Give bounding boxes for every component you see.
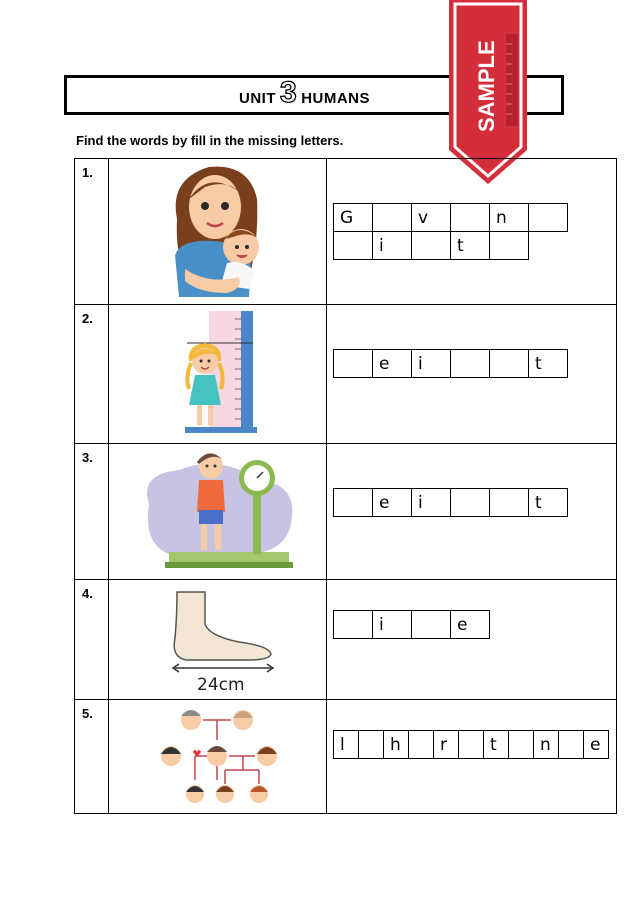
boy-on-weighing-scale-image (109, 444, 328, 580)
letter-box[interactable]: n (533, 730, 559, 759)
family-tree-image (109, 700, 328, 815)
letter-box[interactable] (558, 730, 584, 759)
letter-box[interactable]: e (372, 349, 412, 378)
worksheet-row-4 (74, 579, 617, 699)
letter-box[interactable] (358, 730, 384, 759)
worksheet-row-2 (74, 304, 617, 443)
letter-box[interactable]: t (528, 349, 568, 378)
letter-box[interactable] (408, 730, 434, 759)
letter-box[interactable]: t (483, 730, 509, 759)
sample-watermark-text: SAMPLE (474, 40, 499, 132)
letter-box[interactable]: e (450, 610, 490, 639)
letter-box[interactable] (333, 610, 373, 639)
letter-box[interactable]: l (333, 730, 359, 759)
unit-title (239, 76, 371, 109)
row-number: 1. (82, 165, 93, 180)
letter-box[interactable]: n (489, 203, 529, 232)
row-number: 4. (82, 586, 93, 601)
word-1-letter-grid (333, 203, 578, 259)
letter-box[interactable] (508, 730, 534, 759)
letter-box[interactable] (450, 203, 490, 232)
letter-box[interactable]: e (583, 730, 609, 759)
letter-box[interactable]: i (372, 231, 412, 260)
letter-box[interactable] (450, 349, 490, 378)
letter-box[interactable] (333, 231, 373, 260)
foot-length-label: 24cm (197, 675, 245, 695)
letter-box[interactable] (411, 610, 451, 639)
unit-number: 3 (280, 76, 298, 109)
letter-box[interactable]: e (372, 488, 412, 517)
word-5-letter-grid (333, 730, 608, 758)
letter-box[interactable]: i (411, 488, 451, 517)
letter-box[interactable]: G (333, 203, 373, 232)
worksheet-row-3 (74, 443, 617, 579)
letter-box[interactable] (458, 730, 484, 759)
letter-box[interactable]: h (383, 730, 409, 759)
letter-box[interactable]: i (372, 610, 412, 639)
letter-box[interactable]: r (433, 730, 459, 759)
foot-image (109, 580, 328, 700)
word-3-letter-grid (333, 488, 567, 516)
letter-box[interactable] (489, 349, 529, 378)
letter-box[interactable]: t (528, 488, 568, 517)
letter-box[interactable] (333, 488, 373, 517)
unit-label: UNIT (239, 89, 276, 107)
letter-box[interactable] (372, 203, 412, 232)
letter-box[interactable] (450, 488, 490, 517)
worksheet-row-1 (74, 158, 617, 304)
row-number: 3. (82, 450, 93, 465)
letter-box[interactable]: i (411, 349, 451, 378)
letter-box[interactable] (333, 349, 373, 378)
word-2-letter-grid (333, 349, 567, 377)
instruction-text: Find the words by fill in the missing letters. (76, 133, 344, 148)
letter-box[interactable] (528, 203, 568, 232)
girl-height-chart-image (109, 305, 328, 444)
row-number: 2. (82, 311, 93, 326)
worksheet-table (74, 158, 617, 814)
ruler-icon (506, 34, 518, 126)
letter-box[interactable]: v (411, 203, 451, 232)
letter-box[interactable] (489, 231, 529, 260)
letter-box[interactable] (411, 231, 451, 260)
letter-box[interactable]: t (450, 231, 490, 260)
worksheet-row-5 (74, 699, 617, 814)
letter-box[interactable] (489, 488, 529, 517)
table-bottom-border (74, 813, 617, 814)
row-number: 5. (82, 706, 93, 721)
unit-topic: HUMANS (301, 89, 371, 107)
word-4-letter-grid (333, 610, 489, 638)
mother-holding-baby-image (109, 159, 328, 305)
